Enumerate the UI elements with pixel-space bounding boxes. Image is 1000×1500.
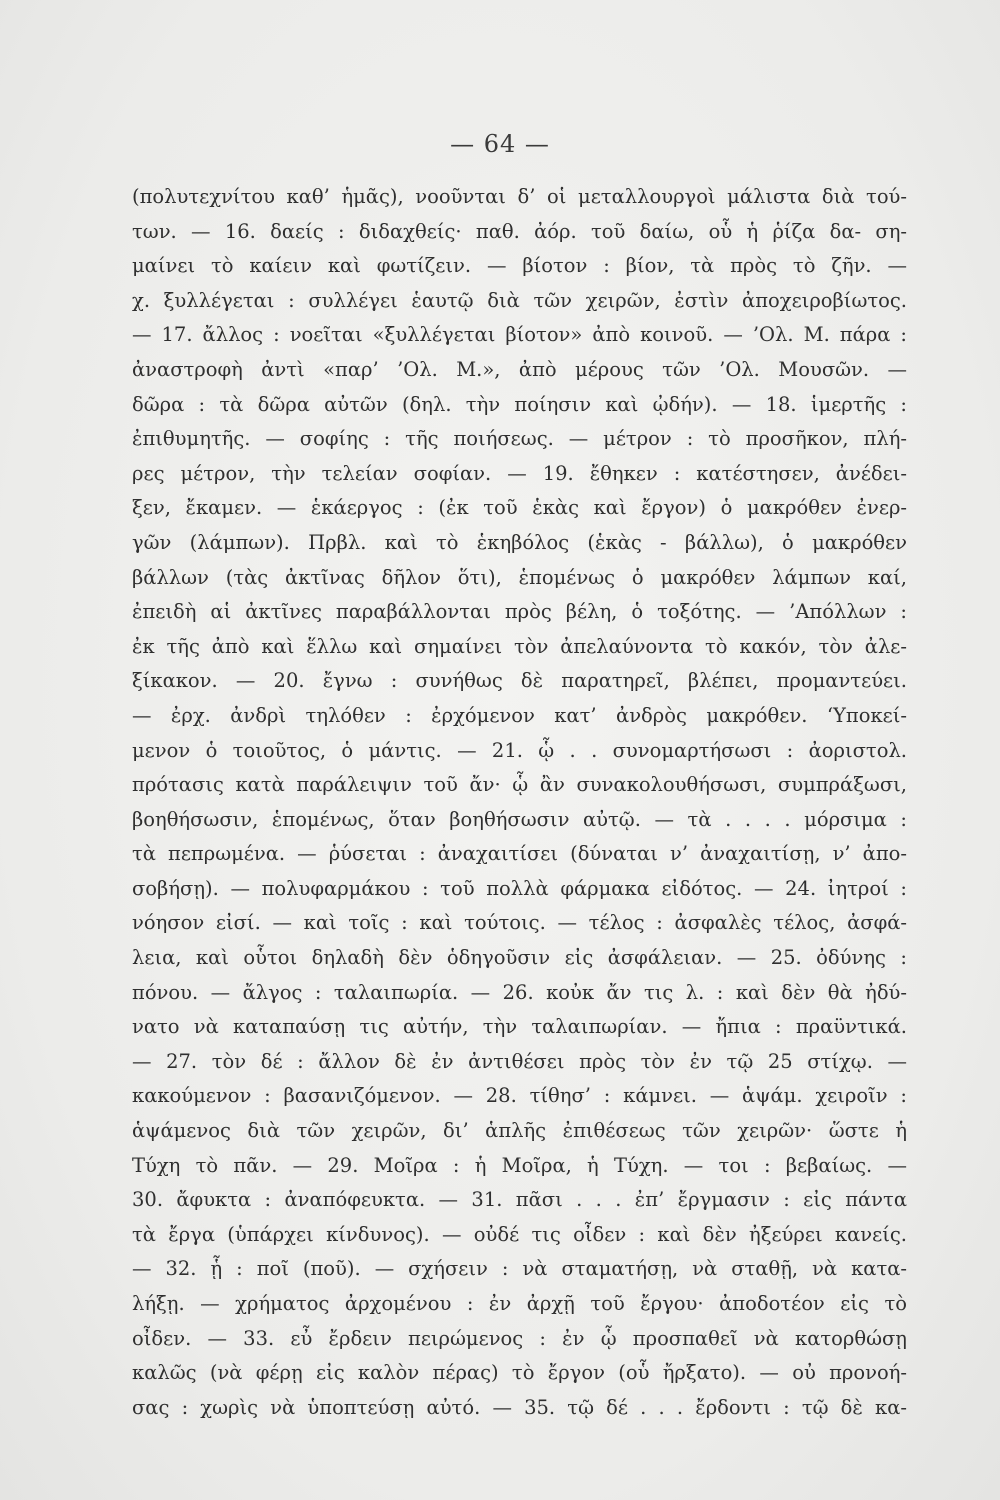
text-line: ἐπειδὴ αἱ ἀκτῖνες παραβάλλονται πρὸς βέλη, ὁ τοξότης. — ’Απόλλων :	[132, 600, 907, 624]
text-line: βάλλων (τὰς ἀκτῖνας δῆλον ὅτι), ἑπομένως ὁ μακρόθεν λάμπων καί,	[132, 565, 907, 589]
text-line: πόνου. — ἄλγος : ταλαιπωρία. — 26. κοὐκ ἄν τις λ. : καὶ δὲν θὰ ἠδύ-	[132, 980, 907, 1004]
commentary-text-block	[132, 180, 907, 1425]
text-line: κακούμενον : βασανιζόμενον. — 28. τίθησ’ : κάμνει. — ἁψάμ. χειροῖν :	[132, 1084, 907, 1108]
text-line: μαίνει τὸ καίειν καὶ φωτίζειν. — βίοτον : βίον, τὰ πρὸς τὸ ζῆν. —	[132, 254, 907, 278]
text-line: λήξῃ. — χρήματος ἀρχομένου : ἐν ἀρχῇ τοῦ ἔργου· ἀποδοτέον εἰς τὸ	[132, 1292, 907, 1315]
text-line: ἐκ τῆς ἀπὸ καὶ ἕλλω καὶ σημαίνει τὸν ἀπελαύνοντα τὸ κακόν, τὸν ἀλε-	[132, 634, 907, 658]
text-line: τὰ ἔργα (ὑπάρχει κίνδυνος). — οὐδέ τις οἶδεν : καὶ δὲν ἠξεύρει κανείς.	[132, 1222, 907, 1246]
text-line: — ἐρχ. ἀνδρὶ τηλόθεν : ἐρχόμενον κατ’ ἀνδρὸς μακρόθεν. ‘Υποκεί-	[132, 703, 907, 727]
text-line: ἀναστροφὴ ἀντὶ «παρ’ ’Ολ. Μ.», ἀπὸ μέρους τῶν ’Ολ. Μουσῶν. —	[132, 357, 907, 381]
text-line: — 27. τὸν δέ : ἄλλον δὲ ἐν ἀντιθέσει πρὸς τὸν ἐν τῷ 25 στίχῳ. —	[132, 1049, 907, 1073]
text-line: δῶρα : τὰ δῶρα αὐτῶν (δηλ. τὴν ποίησιν καὶ ᾠδήν). — 18. ἱμερτῆς :	[132, 392, 907, 416]
text-line: 30. ἄφυκτα : ἀναπόφευκτα. — 31. πᾶσι . . . ἐπ’ ἔργμασιν : εἰς πάντα	[132, 1188, 907, 1212]
text-line: (πολυτεχνίτου καθ’ ἡμᾶς), νοοῦνται δ’ οἱ μεταλλουργοὶ μάλιστα διὰ τού-	[132, 185, 907, 208]
text-line: καλῶς (νὰ φέρῃ εἰς καλὸν πέρας) τὸ ἔργον (οὗ ἤρξατο). — οὐ προνοή-	[132, 1361, 907, 1385]
text-line: Τύχη τὸ πᾶν. — 29. Μοῖρα : ἡ Μοῖρα, ἡ Τύχη. — τοι : βεβαίως. —	[132, 1153, 907, 1177]
text-line: οἶδεν. — 33. εὖ ἔρδειν πειρώμενος : ἐν ᾧ προσπαθεῖ νὰ κατορθώσῃ	[132, 1326, 907, 1350]
text-line: ξίκακον. — 20. ἔγνω : συνήθως δὲ παρατηρεῖ, βλέπει, προμαντεύει.	[132, 669, 907, 693]
text-line: σας : χωρὶς νὰ ὑποπτεύσῃ αὐτό. — 35. τῷ δέ . . . ἔρδοντι : τῷ δὲ κα-	[132, 1395, 907, 1419]
text-line: τὰ πεπρωμένα. — ῥύσεται : ἀναχαιτίσει (δύναται ν’ ἀναχαιτίσῃ, ν’ ἀπο-	[132, 842, 907, 866]
text-line: των. — 16. δαείς : διδαχθείς· παθ. ἀόρ. τοῦ δαίω, οὗ ἡ ῥίζα δα- ση-	[132, 219, 907, 243]
text-line: — 17. ἄλλος : νοεῖται «ξυλλέγεται βίοτον» ἀπὸ κοινοῦ. — ’Ολ. Μ. πάρα :	[132, 323, 907, 347]
text-line: γῶν (λάμπων). Πρβλ. καὶ τὸ ἑκηβόλος (ἑκὰς - βάλλω), ὁ μακρόθεν	[132, 530, 907, 554]
text-line: νατο νὰ καταπαύσῃ τις αὐτήν, τὴν ταλαιπωρίαν. — ἤπια : πραϋντικά.	[132, 1015, 907, 1039]
text-line: πρότασις κατὰ παράλειψιν τοῦ ἄν· ᾧ ἂν συνακολουθήσωσι, συμπράξωσι,	[132, 773, 907, 797]
text-line: ἐπιθυμητῆς. — σοφίης : τῆς ποιήσεως. — μέτρον : τὸ προσῆκον, πλή-	[132, 427, 907, 451]
text-line: ρες μέτρον, τὴν τελείαν σοφίαν. — 19. ἔθηκεν : κατέστησεν, ἀνέδει-	[132, 461, 907, 485]
text-line: λεια, καὶ οὗτοι δηλαδὴ δὲν ὁδηγοῦσιν εἰς ἀσφάλειαν. — 25. ὀδύνης :	[132, 946, 907, 970]
text-line: μενον ὁ τοιοῦτος, ὁ μάντις. — 21. ᾧ . . συνομαρτήσωσι : ἀοριστολ.	[132, 738, 907, 762]
text-line: — 32. ᾗ : ποῖ (ποῦ). — σχήσειν : νὰ σταματήσῃ, νὰ σταθῇ, νὰ κατα-	[132, 1257, 907, 1281]
page-number: — 64 —	[450, 130, 550, 158]
text-line: σοβήσῃ). — πολυφαρμάκου : τοῦ πολλὰ φάρμακα εἰδότος. — 24. ἰητροί :	[132, 876, 907, 900]
text-line: ἁψάμενος διὰ τῶν χειρῶν, δι’ ἁπλῆς ἐπιθέσεως τῶν χειρῶν· ὥστε ἡ	[132, 1119, 907, 1143]
text-line: νόησον εἰσί. — καὶ τοῖς : καὶ τούτοις. — τέλος : ἀσφαλὲς τέλος, ἀσφά-	[132, 911, 907, 935]
text-line: χ. ξυλλέγεται : συλλέγει ἑαυτῷ διὰ τῶν χειρῶν, ἐστὶν ἀποχειροβίωτος.	[132, 288, 907, 312]
text-line: βοηθήσωσιν, ἑπομένως, ὅταν βοηθήσωσιν αὐτῷ. — τὰ . . . . μόρσιμα :	[132, 807, 907, 831]
text-line: ξεν, ἔκαμεν. — ἑκάεργος : (ἐκ τοῦ ἑκὰς καὶ ἔργον) ὁ μακρόθεν ἐνερ-	[132, 496, 907, 520]
